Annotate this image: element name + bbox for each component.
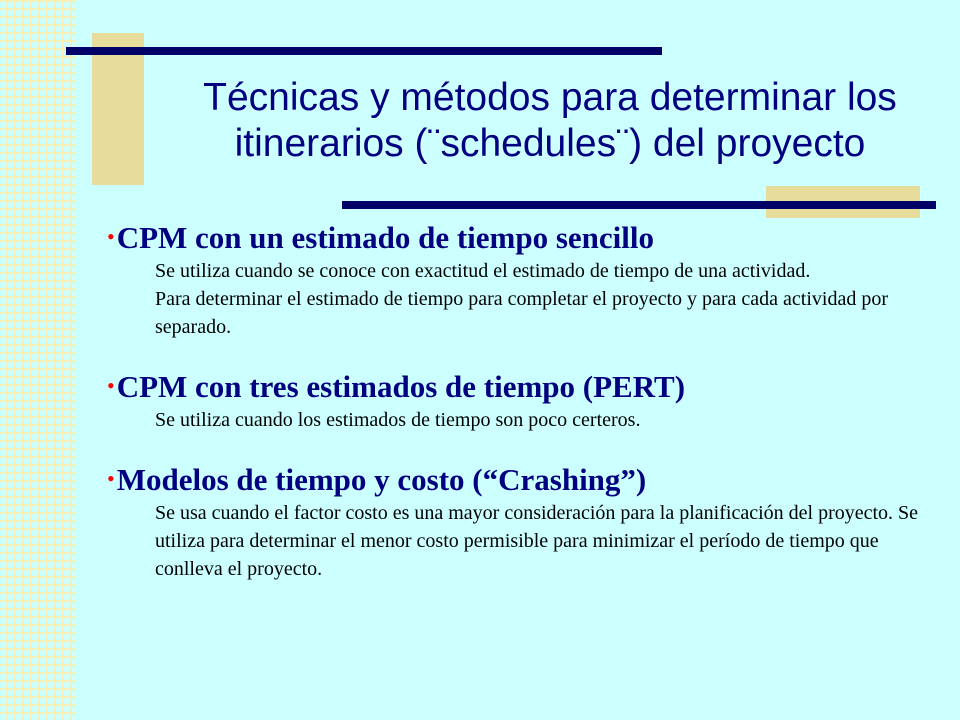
slide-content bbox=[107, 218, 947, 583]
bullet-icon: • bbox=[107, 224, 115, 249]
section-cpm-single bbox=[107, 218, 947, 341]
title-line-1: Técnicas y métodos para determinar los bbox=[203, 76, 897, 119]
section-heading: Modelos de tiempo y costo (“Crashing”) bbox=[116, 462, 647, 497]
title-rule-bottom bbox=[342, 201, 936, 209]
section-heading: CPM con un estimado de tiempo sencillo bbox=[116, 220, 655, 255]
title-rule-top bbox=[66, 47, 662, 55]
slide-title bbox=[150, 75, 950, 167]
section-paragraph: Se utiliza cuando se conoce con exactitud el estimado de tiempo de una actividad. bbox=[155, 260, 811, 282]
section-paragraph: Para determinar el estimado de tiempo para completar el proyecto y para cada actividad por separado. bbox=[155, 288, 889, 338]
section-paragraph: Se utiliza cuando los estimados de tiempo son poco certeros. bbox=[155, 409, 641, 431]
title-line-2: itinerarios (¨schedules¨) del proyecto bbox=[234, 122, 866, 165]
bullet-icon: • bbox=[107, 466, 115, 491]
section-crashing bbox=[107, 460, 947, 583]
section-heading: CPM con tres estimados de tiempo (PERT) bbox=[116, 369, 686, 404]
section-paragraph: Se usa cuando el factor costo es una mayor consideración para la planificación del proyecto. Se utiliza para determinar el menor costo permisible para minimizar el período de tiempo que conlleva el proyecto. bbox=[155, 502, 919, 580]
title-accent-block-left bbox=[92, 33, 144, 185]
bullet-icon: • bbox=[107, 373, 115, 398]
decorative-stripes bbox=[0, 0, 75, 720]
section-cpm-pert bbox=[107, 367, 947, 434]
